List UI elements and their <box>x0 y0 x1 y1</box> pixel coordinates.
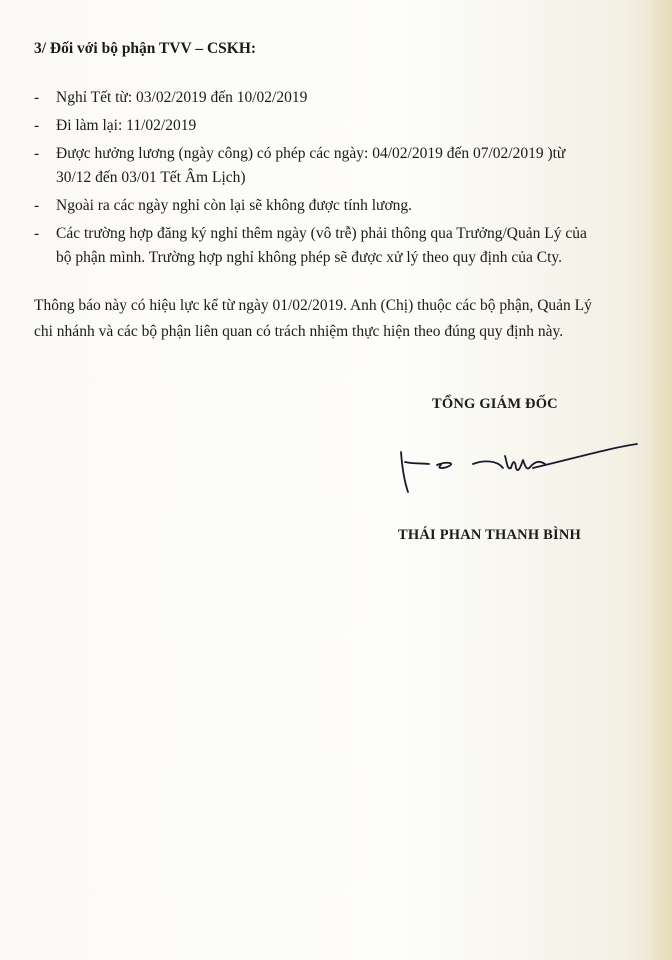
bullet-list <box>34 86 614 274</box>
handwritten-signature <box>385 430 645 500</box>
bullet-line: Đi làm lại: 11/02/2019 <box>56 117 197 134</box>
list-item <box>34 86 614 110</box>
signer-title: TỔNG GIÁM ĐỐC <box>432 396 558 412</box>
page-edge-shadow <box>650 0 672 960</box>
bullet-line: Các trường hợp đăng ký nghỉ thêm ngày (vô trễ) phải thông qua Trưởng/Quản Lý của <box>56 225 587 242</box>
bullet-dash: - <box>34 225 40 242</box>
bullet-dash: - <box>34 145 40 162</box>
list-item <box>34 114 614 138</box>
notice-paragraph <box>34 293 594 345</box>
bullet-dash: - <box>34 89 40 106</box>
bullet-dash: - <box>34 117 40 134</box>
notice-line: Thông báo này có hiệu lực kể từ ngày 01/02/2019. Anh (Chị) thuộc các bộ phận, Quản Lý <box>34 297 592 314</box>
list-item <box>34 194 614 218</box>
bullet-line: 30/12 đến 03/01 Tết Âm Lịch) <box>56 169 246 186</box>
bullet-line: Nghỉ Tết từ: 03/02/2019 đến 10/02/2019 <box>56 89 308 106</box>
bullet-dash: - <box>34 197 40 214</box>
bullet-line: Ngoài ra các ngày nghỉ còn lại sẽ không được tính lương. <box>56 197 413 214</box>
section-heading: 3/ Đối với bộ phận TVV – CSKH: <box>34 40 257 57</box>
list-item <box>34 222 614 270</box>
notice-line: chi nhánh và các bộ phận liên quan có trách nhiệm thực hiện theo đúng quy định này. <box>34 323 564 340</box>
list-item <box>34 142 614 190</box>
bullet-line: bộ phận mình. Trường hợp nghỉ không phép sẽ được xử lý theo quy định của Cty. <box>56 249 563 266</box>
bullet-line: Được hưởng lương (ngày công) có phép các ngày: 04/02/2019 đến 07/02/2019 )từ <box>56 145 566 162</box>
signer-name: THÁI PHAN THANH BÌNH <box>398 527 581 543</box>
